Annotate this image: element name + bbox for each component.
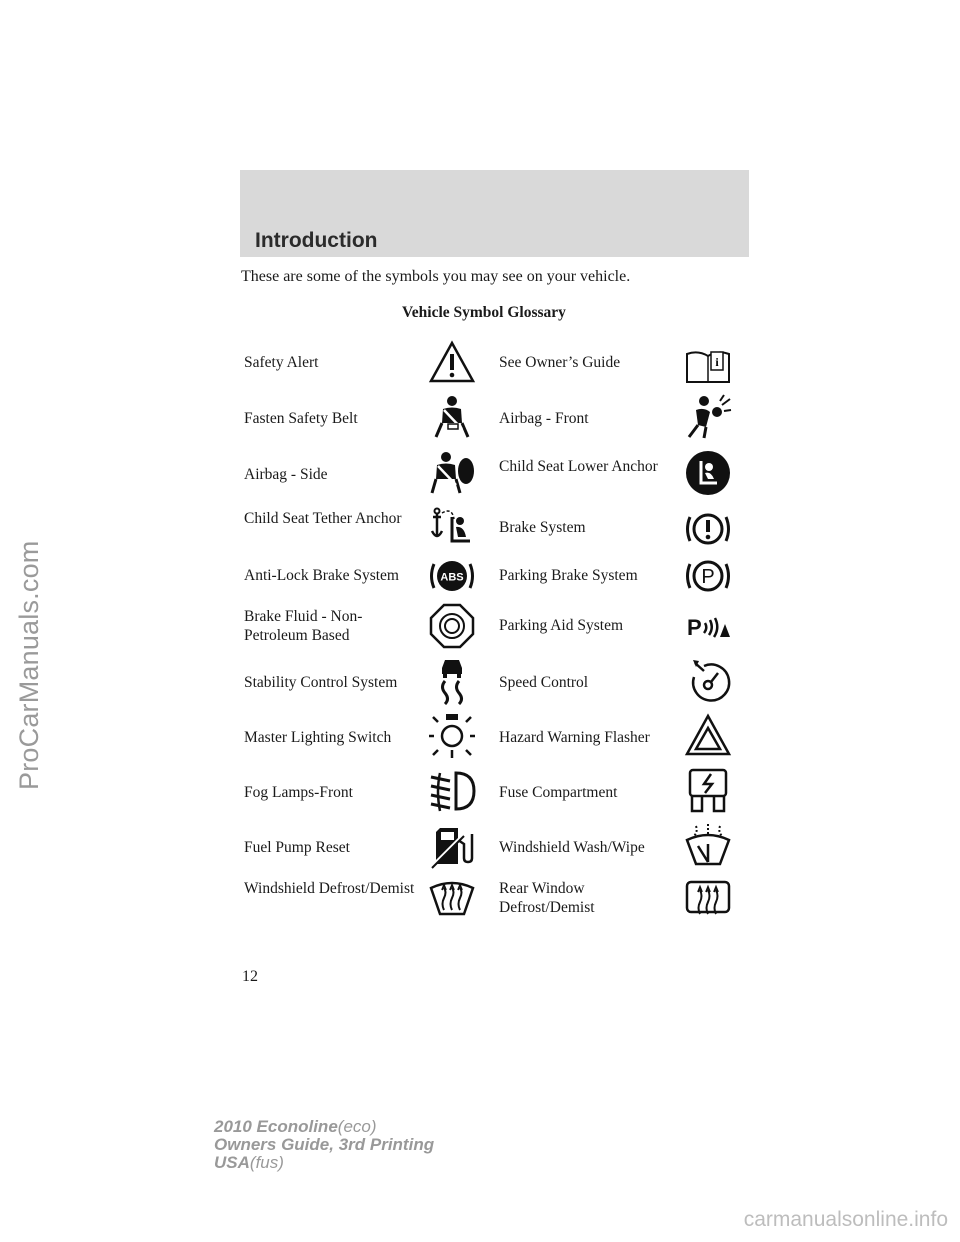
airbag-front-icon	[684, 393, 732, 441]
symbol-label: Fuel Pump Reset	[244, 839, 350, 856]
symbol-label: Airbag - Front	[499, 410, 589, 427]
symbol-label: Windshield Defrost/Demist	[244, 880, 415, 897]
child-seat-anchor-icon	[684, 449, 732, 497]
svg-text:P: P	[687, 615, 702, 640]
glossary-row	[244, 336, 754, 392]
symbol-label: Parking Brake System	[499, 567, 638, 584]
parking-aid-icon	[684, 602, 732, 650]
symbol-label: Fasten Safety Belt	[244, 410, 358, 427]
fog-lamp-icon	[428, 767, 476, 815]
symbol-label: Speed Control	[499, 674, 589, 691]
intro-text: These are some of the symbols you may see on your vehicle.	[241, 268, 631, 285]
symbol-label: See Owner’s Guide	[499, 354, 621, 371]
airbag-side-icon	[428, 449, 476, 497]
document-footer: 2010 Econoline(eco) Owners Guide, 3rd Printing USA(fus)	[214, 1117, 435, 1172]
glossary-row	[244, 600, 754, 656]
safety-alert-icon	[428, 338, 476, 386]
svg-text:ABS: ABS	[440, 571, 464, 584]
lighting-switch-icon	[428, 712, 476, 760]
glossary-title: Vehicle Symbol Glossary	[402, 304, 566, 321]
glossary-row	[244, 447, 754, 503]
page-number: 12	[242, 968, 258, 985]
owners-guide-icon	[684, 338, 732, 386]
watermark-procarmanuals: ProCarManuals.com	[14, 540, 44, 790]
brake-system-icon	[684, 505, 732, 553]
symbol-label: Rear Window Defrost/Demist	[499, 880, 595, 916]
symbol-label: Fog Lamps-Front	[244, 784, 353, 801]
symbol-label: Windshield Wash/Wipe	[499, 839, 645, 856]
speed-control-icon	[684, 657, 732, 705]
symbol-label: Airbag - Side	[244, 466, 328, 483]
svg-text:P: P	[701, 566, 715, 588]
watermark-carmanualsonline: carmanualsonline.info	[743, 1208, 948, 1231]
symbol-label: Stability Control System	[244, 674, 398, 691]
glossary-row	[244, 710, 754, 766]
brake-fluid-icon	[428, 602, 476, 650]
symbol-label: Parking Aid System	[499, 617, 624, 634]
symbol-label: Fuse Compartment	[499, 784, 618, 801]
symbol-label: Hazard Warning Flasher	[499, 729, 650, 746]
symbol-label: Anti-Lock Brake System	[244, 567, 399, 584]
wash-wipe-icon	[684, 822, 732, 870]
rear-defrost-icon	[684, 874, 732, 922]
symbol-label: Safety Alert	[244, 354, 319, 371]
seat-belt-icon	[428, 393, 476, 441]
hazard-warning-icon	[684, 712, 732, 760]
child-seat-tether-icon	[428, 505, 476, 553]
parking-brake-icon	[684, 552, 732, 600]
fuse-icon	[684, 767, 732, 815]
symbol-label: Brake Fluid - Non-Petroleum Based	[244, 608, 363, 644]
symbol-label: Child Seat Lower Anchor	[499, 458, 658, 475]
symbol-label: Brake System	[499, 519, 586, 536]
glossary-row	[244, 820, 754, 876]
fuel-pump-reset-icon	[428, 822, 476, 870]
section-title: Introduction	[255, 229, 378, 252]
svg-text:i: i	[715, 355, 719, 369]
glossary-row	[244, 391, 754, 447]
glossary-row	[244, 872, 754, 928]
symbol-label: Child Seat Tether Anchor	[244, 510, 402, 527]
abs-icon	[428, 552, 476, 600]
windshield-defrost-icon	[428, 874, 476, 922]
section-header	[240, 170, 749, 257]
stability-control-icon	[428, 657, 476, 705]
glossary-row	[244, 550, 754, 606]
glossary-row	[244, 655, 754, 711]
glossary-row	[244, 765, 754, 821]
symbol-label: Master Lighting Switch	[244, 729, 392, 746]
